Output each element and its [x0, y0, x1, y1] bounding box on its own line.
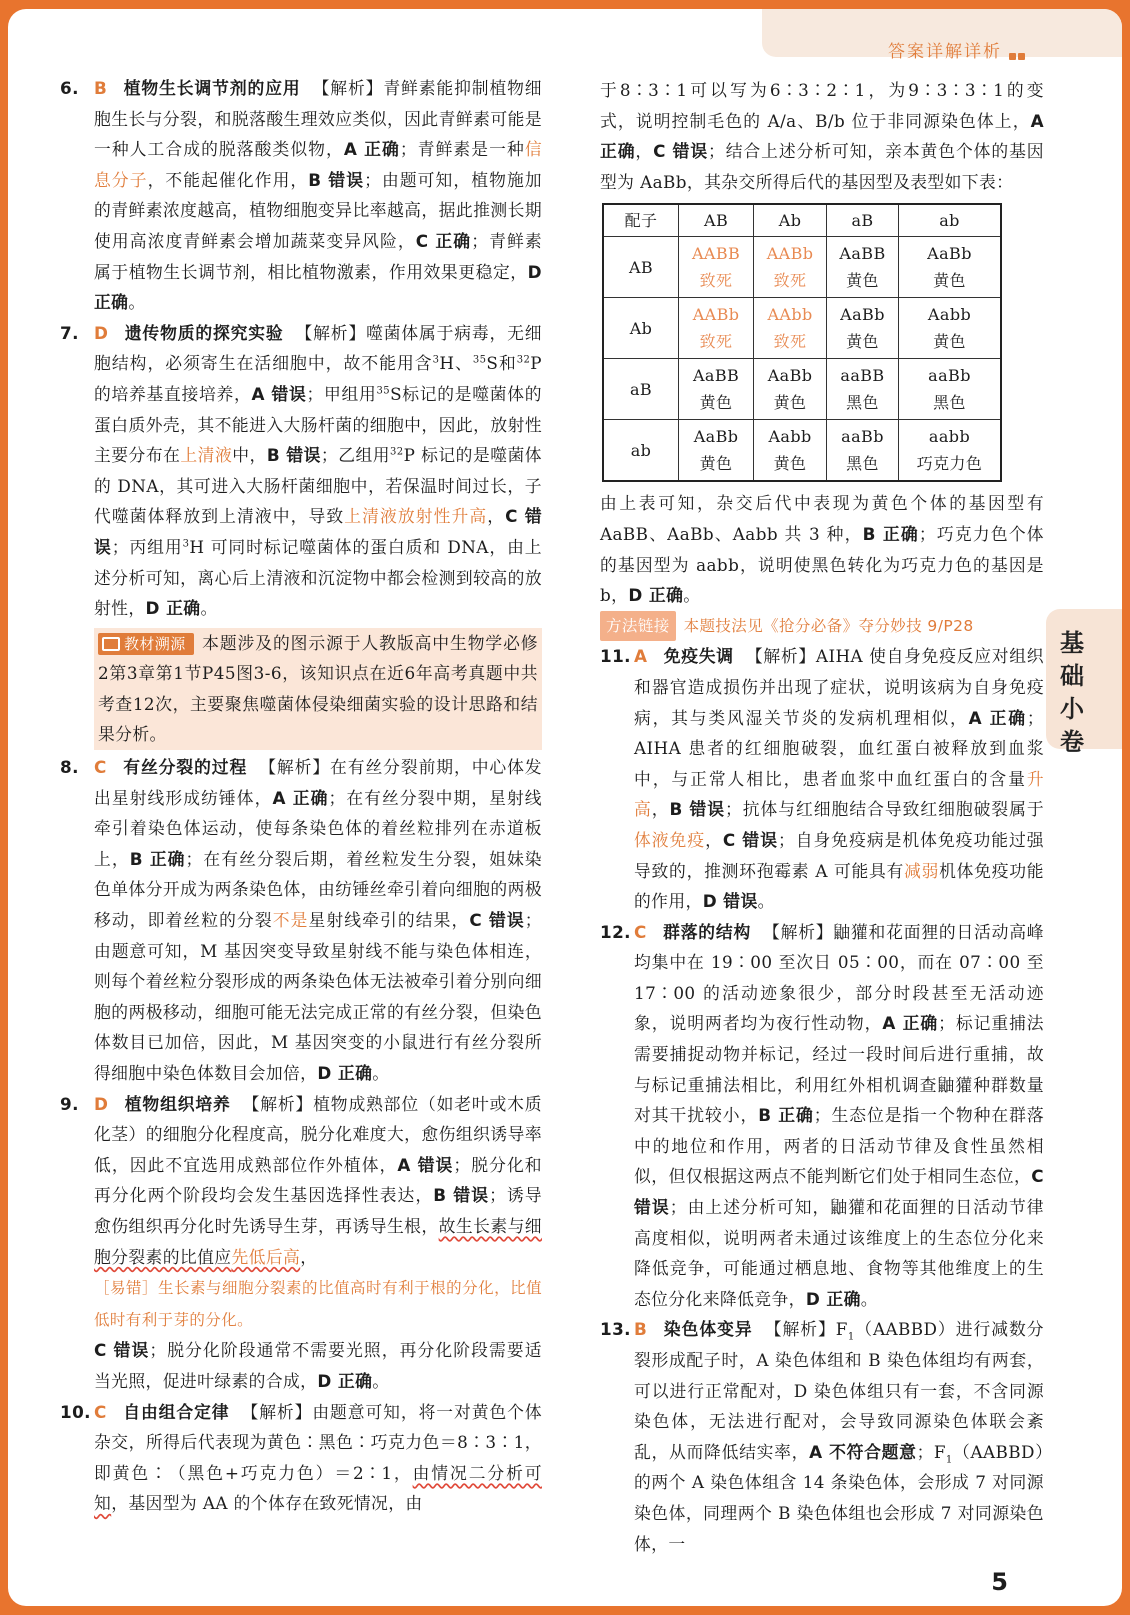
table-row-header: Ab [603, 298, 679, 359]
explanation-text: 【解析】由题意可知，将一对黄色个体杂交，所得后代表现为黄色∶黑色∶巧克力色＝8∶3∶1，即黄色∶（黑色+巧克力色）＝2∶1， [94, 1401, 542, 1483]
table-cell [679, 298, 754, 359]
table-header-row [603, 204, 1001, 237]
explanation-text: ；生态位是指一个物种在群落中的地位和作用，两者的日活动节律及食性虽然相似，但仅根据这两点不能判断它们处于相同生态位， [634, 1105, 1045, 1187]
explanation-text: 。 [757, 891, 775, 912]
phenotype: 黄色 [699, 393, 733, 413]
table-row-header: ab [603, 420, 679, 482]
explanation-text: ；脱分化和再分化两个阶段均会发生基因选择性表达， [94, 1154, 542, 1206]
verdict: A 错误 [397, 1154, 454, 1175]
source-text: 本题涉及的图示源于人教版高中生物学必修2第3章第1节P45图3-6，该知识点在近6年高考真题中共考查12次，主要聚焦噬菌体侵染细菌实验的设计思路和结果分析。 [98, 632, 538, 745]
verdict: C 错误 [634, 1166, 1044, 1218]
table-row [603, 420, 1001, 482]
table-cell [899, 359, 1001, 420]
page-number: 5 [991, 1568, 1008, 1596]
explanation-text: 。 [128, 292, 146, 313]
genotype: Aabb [927, 305, 972, 325]
verdict: B 错误 [308, 169, 365, 190]
highlight-text: 体液免疫 [634, 829, 706, 850]
explanation-text: 。 [200, 598, 218, 619]
answer-letter: C [94, 1401, 107, 1422]
phenotype: 黄色 [933, 271, 966, 291]
topic-label: 免疫失调 [663, 646, 734, 667]
genotype: AaBB [692, 366, 740, 386]
genotype: Aabb [768, 427, 812, 447]
method-link-tag: 方法链接 [600, 611, 676, 642]
answer-item-7 [60, 318, 542, 624]
table-cell [679, 420, 754, 482]
explanation-text: ， [300, 1246, 318, 1267]
verdict: A 不符合题意 [809, 1441, 917, 1462]
source-tag [98, 633, 194, 655]
verdict: B 错误 [669, 799, 726, 820]
header-dots-icon [1009, 45, 1027, 53]
explanation-text: 由上表可知，杂交后代中表现为黄色个体的基因型有 AaBB、AaBb、Aabb 共 3 种， [600, 493, 1044, 544]
genotype: aaBb [841, 427, 884, 447]
genotype: aaBB [840, 366, 885, 386]
explanation-text: 【解析】在有丝分裂前期，中心体发出星射线形成纺锤体， [94, 757, 542, 808]
phenotype: 黄色 [699, 454, 733, 474]
answer-letter: D [94, 1093, 109, 1114]
method-link [600, 611, 1044, 642]
explanation-text: ，不能起催化作用， [147, 169, 309, 190]
verdict: B 正确 [129, 848, 186, 869]
genotype-table [602, 203, 1002, 482]
highlight-text: 先低后高 [231, 1246, 301, 1267]
highlight-text: 上清液 [180, 445, 233, 466]
subscript: 1 [945, 1454, 953, 1466]
item-number: 6. [60, 78, 79, 98]
topic-label: 植物组织培养 [124, 1093, 231, 1114]
explanation-text: ；青鲜素属于植物生长调节剂，相比植物激素，作用效果更稳定， [94, 230, 542, 282]
table-cell [826, 359, 898, 420]
verdict: B 正确 [758, 1105, 814, 1126]
explanation-text: ；乙组用 [320, 445, 391, 466]
answer-letter: B [94, 78, 108, 98]
verdict: C 错误 [469, 910, 525, 931]
explanation-text: ；巧克力色个体的基因型为 aabb，说明使黑色转化为巧克力色的基因是 b， [600, 523, 1044, 606]
table-cell [754, 298, 827, 359]
phenotype: 黄色 [933, 332, 966, 352]
phenotype: 黑色 [846, 393, 879, 413]
verdict: C 错误 [722, 829, 778, 850]
right-column [600, 75, 1044, 1559]
isotope-superscript: 35 [472, 354, 487, 366]
isotope-superscript: 32 [516, 354, 531, 366]
item-number: 7. [60, 322, 79, 343]
book-icon [102, 637, 120, 651]
wavy-underlined-text: 由情况二分析可知 [94, 1462, 542, 1514]
phenotype: 黄色 [846, 271, 879, 291]
highlight-text: 上清液放射性升高 [344, 506, 488, 527]
explanation-text: 【解析】F [764, 1319, 848, 1340]
explanation-text: ， [651, 799, 670, 820]
verdict: B 错误 [266, 445, 321, 466]
explanation-text: ， [487, 506, 506, 527]
item-number: 9. [60, 1093, 79, 1114]
genotype: AaBb [840, 305, 885, 325]
answer-item-6 [60, 73, 542, 318]
explanation-text: ；诱导愈伤组织再分化时先诱导生芽，再诱导生根， [94, 1185, 543, 1236]
phenotype: 致死 [773, 332, 807, 352]
explanation-text: 机体免疫功能的作用， [634, 860, 1044, 912]
answer-item-10 [60, 1397, 542, 1519]
explanation-text: ；甲组用 [306, 383, 377, 404]
verdict: C 错误 [94, 1340, 150, 1361]
genotype: aaBb [928, 366, 971, 386]
table-cell [754, 359, 827, 420]
table-row [603, 359, 1001, 420]
table-cell [826, 237, 898, 298]
verdict: A 正确 [272, 787, 329, 808]
verdict: A 正确 [968, 707, 1027, 728]
explanation-text: ；自身免疫病是机体免疫功能过强导致的，推测环孢霉素 A 可能具有 [634, 829, 1044, 881]
table-column-header: Ab [754, 204, 827, 237]
phenotype: 黄色 [773, 454, 807, 474]
verdict: A 错误 [251, 383, 307, 404]
explanation-text: 。 [372, 1370, 390, 1391]
explanation-text: ；结合上述分析可知，亲本黄色个体的基因型为 AaBb，其杂交所得后代的基因型及表型如下表： [600, 141, 1044, 192]
explanation-text: ；标记重捕法需要捕捉动物并标记，经过一段时间后进行重捕，故与标记重捕法相比，利用红外相机调查鼬獾种群数量对其干扰较小， [634, 1013, 1044, 1126]
table-column-header: aB [826, 204, 898, 237]
topic-label: 有丝分裂的过程 [122, 757, 248, 778]
explanation-text: 。 [683, 585, 701, 606]
verdict: A 正确 [600, 110, 1044, 162]
answer-item-9 [60, 1089, 542, 1397]
answer-item-8 [60, 752, 542, 1089]
answer-letter: C [94, 757, 107, 778]
explanation-text: 。 [860, 1288, 878, 1309]
explanation-text-start: ，基因型为 AA 的个体存在致死情况，由 [111, 1493, 423, 1514]
genotype: AaBb [767, 366, 813, 386]
item-number: 8. [60, 757, 79, 778]
explanation-text: ， [705, 829, 723, 850]
answer-letter: B [634, 1319, 648, 1340]
verdict: A 正确 [882, 1013, 939, 1034]
phenotype: 致死 [699, 332, 733, 352]
explanation-text: ， [635, 141, 654, 162]
explanation-text: ；AIHA 患者的红细胞破裂，血红蛋白被释放到血浆中，与正常人相比，患者血浆中血红蛋白的含量 [634, 707, 1044, 789]
verdict: B 正确 [862, 523, 919, 544]
wavy-underlined-text: 故生长素与细胞分裂素的比值应 [94, 1215, 542, 1267]
verdict: C 错误 [94, 506, 543, 557]
topic-label: 遗传物质的探究实验 [124, 322, 284, 343]
explanation-text: S标记的是噬菌体的蛋白质外壳，其不能进入大肠杆菌的细胞中，因此，放射性主要分布在 [94, 383, 542, 466]
header-title: 答案详解详析 [888, 42, 1002, 62]
isotope-superscript: 3 [182, 538, 190, 550]
explanation-text: 【解析】噬菌体属于病毒，无细胞结构，必须寄生在活细胞中，故不能用含 [94, 322, 542, 374]
table-cell [679, 237, 754, 298]
table-row-header: aB [603, 359, 679, 420]
subscript: 1 [847, 1331, 855, 1343]
explanation-text: ；在有丝分裂后期，着丝粒发生分裂，姐妹染色单体分开成为两条染色体，由纺锤丝牵引着向细胞的两极移动，即着丝粒的分裂 [94, 848, 542, 931]
phenotype: 致死 [699, 271, 733, 291]
genotype: aabb [928, 427, 971, 447]
table-cell [899, 420, 1001, 482]
method-link-text: 本题技法见《抢分必备》夺分妙技 9/P28 [683, 616, 974, 635]
answer-letter: C [634, 921, 647, 942]
verdict: B 错误 [433, 1185, 490, 1206]
phenotype: 黄色 [773, 393, 807, 413]
answer-item-10-continued [600, 75, 1044, 641]
explanation-text: H、 [439, 353, 473, 374]
verdict: C 正确 [415, 230, 472, 251]
isotope-superscript: 35 [376, 385, 391, 397]
table-cell [754, 237, 827, 298]
explanation-text: 于8∶3∶1可以写为6∶3∶2∶1，为9∶3∶3∶1的变式，说明控制毛色的 A/a、B/b 位于非同源染色体上， [600, 80, 1044, 131]
genotype: AaBb [693, 427, 739, 447]
explanation-text: P 标记的是噬菌体的 DNA，其可进入大肠杆菌细胞中，若保温时间过长，子代噬菌体释放到上清液中，导致 [94, 445, 542, 527]
verdict: D 正确 [145, 598, 201, 619]
verdict: D 正确 [805, 1288, 861, 1309]
phenotype: 黑色 [846, 454, 879, 474]
table-cell [754, 420, 827, 482]
left-column [60, 73, 542, 1519]
explanation-text: H 可同时标记噬菌体的蛋白质和 DNA，由上述分析可知，离心后上清液和沉淀物中都会检测到较高的放射性， [94, 536, 542, 619]
phenotype: 黄色 [846, 332, 879, 352]
verdict: D 正确 [317, 1063, 373, 1083]
phenotype: 黑色 [933, 393, 966, 413]
explanation-text: 【解析】青鲜素能抑制植物细胞生长与分裂，和脱落酸生理效应类似，因此青鲜素可能是一种人工合成的脱落酸类似物， [94, 78, 542, 160]
explanation-text: （AABBD）进行减数分裂形成配子时，A 染色体组和 B 染色体组均有两套，可以进行正常配对，D 染色体组只有一套，不含同源染色体，无法进行配对，会导致同源染色体联会紊乱，从而降低结实率， [634, 1319, 1044, 1462]
item-number: 10. [60, 1401, 91, 1422]
genotype: AABB [691, 244, 741, 264]
item-number: 13. [600, 1319, 631, 1340]
explanation-text: ；F [916, 1441, 946, 1462]
explanation-text: P的培养基直接培养， [94, 353, 542, 404]
explanation-text: ；由题可知，植物施加的青鲜素浓度越高，植物细胞变异比率越高，据此推测长期使用高浓度青鲜素会增加蔬菜变异风险， [94, 169, 542, 251]
explanation-text: 中， [232, 445, 267, 466]
table-cell [826, 420, 898, 482]
answer-item-12 [600, 917, 1044, 1315]
answer-letter: A [634, 646, 648, 667]
answer-letter: D [94, 322, 109, 343]
topic-label: 植物生长调节剂的应用 [123, 78, 301, 98]
explanation-text: ；在有丝分裂中期，星射线牵引着染色体运动，使每条染色体的着丝粒排列在赤道板上， [94, 787, 542, 869]
genotype: AABb [692, 305, 740, 325]
explanation-text: 【解析】植物成熟部位（如老叶或木质化茎）的细胞分化程度高，脱分化难度大，愈伤组织诱导率低，因此不宜选用成熟部位作外植体， [94, 1093, 542, 1175]
genotype: AABb [766, 244, 814, 264]
explanation-text: 【解析】AIHA 使自身免疫反应对组织和器官造成损伤并出现了症状，说明该病为自身免疫病，其与类风湿关节炎的发病机理相似， [634, 646, 1044, 728]
topic-label: 染色体变异 [663, 1319, 753, 1340]
table-cell [826, 298, 898, 359]
table-row [603, 237, 1001, 298]
table-column-header: ab [899, 204, 1001, 237]
explanation-text: ；脱分化阶段通常不需要光照，再分化阶段需要适当光照，促进叶绿素的合成， [94, 1340, 542, 1391]
explanation-text: ；由题意可知，M 基因突变导致星射线不能与染色体相连，则每个着丝粒分裂形成的两条染色体无法被牵引着分别向细胞的两极移动，细胞可能无法完成正常的有丝分裂，但染色体数目已加倍，因此，M 基因突变的小鼠进行有丝分裂所得细胞中染色体数目会加倍， [94, 910, 542, 1083]
item-number: 11. [600, 646, 631, 667]
verdict: D 正确 [628, 585, 684, 606]
table-corner-cell: 配子 [603, 204, 679, 237]
highlight-text: 信息分子 [94, 139, 542, 190]
table-cell [679, 359, 754, 420]
table-row [603, 298, 1001, 359]
answer-item-11 [600, 641, 1044, 916]
section-side-tab [1046, 609, 1122, 756]
verdict: A 正确 [343, 139, 400, 160]
explanation-text: ；由上述分析可知，鼬獾和花面狸的日活动节律高度相似，说明两者未通过该维度上的生态位分化来降低竞争，可能通过栖息地、食物等其他维度上的生态位分化来降低竞争， [634, 1197, 1044, 1309]
explanation-text: S和 [486, 353, 517, 374]
pitfall-note: ［易错］生长素与细胞分裂素的比值高时有利于根的分化，比值低时有利于芽的分化。 [94, 1279, 542, 1329]
highlight-text: 减弱 [904, 860, 940, 881]
explanation-text: ；抗体与红细胞结合导致红细胞破裂属于 [725, 799, 1045, 820]
highlight-text: 升高 [634, 768, 1044, 820]
isotope-superscript: 32 [390, 446, 404, 458]
verdict: D 错误 [702, 891, 758, 912]
topic-label: 群落的结构 [662, 921, 752, 942]
explanation-text: 星射线牵引的结果， [308, 910, 470, 931]
genotype: AAbb [767, 305, 813, 325]
table-column-header: AB [679, 204, 754, 237]
answer-page [8, 9, 1122, 1606]
phenotype: 致死 [773, 271, 807, 291]
side-tab-label: 基础小卷 [1060, 629, 1084, 756]
explanation-text: （AABBD）的两个 A 染色体组含 14 条染色体，会形成 7 对同源染色体，同理两个 B 染色体组也会形成 7 对同源染色体，一 [634, 1441, 1044, 1554]
genotype: AaBB [839, 244, 886, 264]
highlight-text: 不是 [272, 910, 309, 931]
verdict: D 正确 [317, 1370, 373, 1391]
table-row-header: AB [603, 237, 679, 298]
isotope-superscript: 3 [432, 354, 440, 366]
verdict: C 错误 [653, 141, 709, 162]
explanation-text: 【解析】鼬獾和花面狸的日活动高峰均集中在 19∶00 至次日 05∶00，而在 07∶00 至 17∶00 的活动迹象很少，部分时段甚至无活动迹象，说明两者均为夜行性动物， [634, 921, 1044, 1034]
page-header [762, 9, 1122, 62]
table-cell [899, 298, 1001, 359]
textbook-source-box [94, 628, 542, 750]
verdict: D 正确 [94, 261, 542, 313]
genotype: AaBb [927, 244, 972, 264]
source-tag-label: 教材溯源 [124, 634, 186, 653]
topic-label: 自由组合定律 [122, 1401, 230, 1422]
phenotype: 巧克力色 [916, 454, 983, 474]
item-number: 12. [600, 921, 631, 942]
explanation-text: 。 [372, 1063, 390, 1083]
answer-item-13 [600, 1314, 1044, 1559]
explanation-text: ；丙组用 [111, 536, 183, 557]
explanation-text: ；青鲜素是一种 [399, 139, 525, 160]
table-cell [899, 237, 1001, 298]
